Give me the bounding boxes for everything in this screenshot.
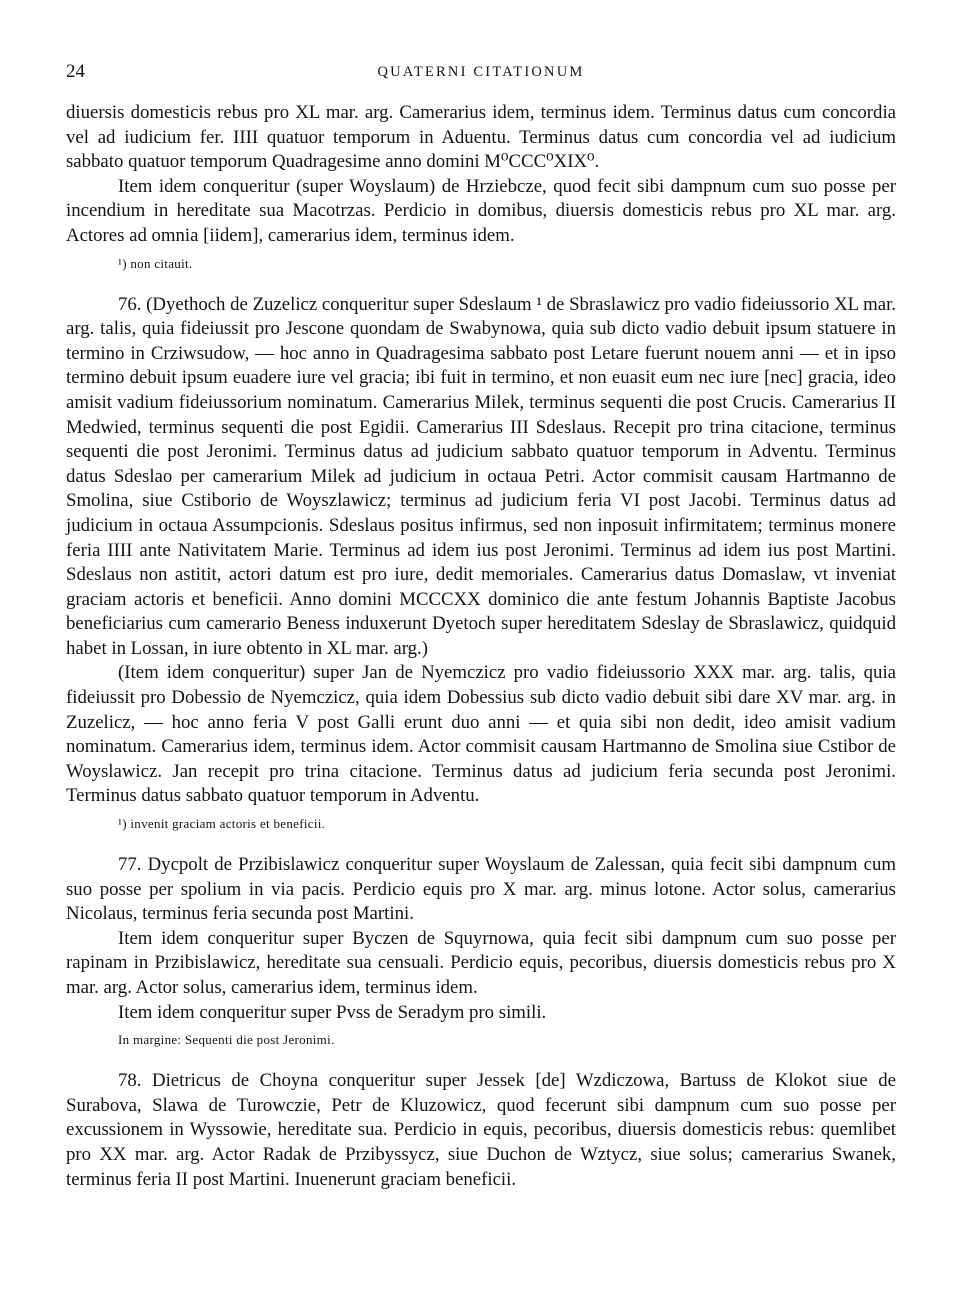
paragraph-item-idem: Item idem conqueritur super Byczen de Squyrnowa, quia fecit sibi dampnum cum suo posse per rapinam in Przibislawicz, hereditate sua censuali. Perdicio equis, pecoribus, diuersis domesticis rebus pro X mar. arg. Actor solus, camerarius idem, terminus idem. — [66, 927, 896, 998]
page-number: 24 — [66, 61, 85, 82]
entry-76: 76. (Dyethoch de Zuzelicz conqueritur super Sdeslaum ¹ de Sbraslawicz pro vadio fideiussorio XL mar. arg. talis, quia fideiussit pro Jescone quondam de Swabynowa, quia sub dicto vadio debuit ipsum statuere in termino in Crziwsudow, — hoc anno in Quadragesima sabbato post Letare fuerunt nouem anni — et in ipso termino debuit ipsum euadere iure vel gracia; ibi fuit in termino, et non euasit eum nec iure [nec] gracia, ideo amisit vadium fideiussorium nominatum. Camerarius Milek, terminus sequenti die post Crucis. Camerarius II Medwied, terminus sequenti die post Egidii. Camerarius III Sdeslaus. Recepit pro trina citacione, terminus sequenti die post Jeronimi. Terminus datus ad judicium sabbato quatuor temporum in Adventu. Terminus datus Sdeslao per camerarium Milek ad judicium in octaua Petri. Actor commisit causam Hartmanno de Smolina, siue Cstiborio de Woyszlawicz; terminus ad judicium feria VI post Jacobi. Terminus datus ad judicium in octaua Assumpcionis. Sdeslaus positus infirmus, sed non inposuit infirmitatem; terminus monere feria IIII ante Nativitatem Marie. Terminus ad idem ius post Jeronimi. Terminus ad idem ius post Martini. Sdeslaus non astitit, actori datum est pro iure, dedit memoriales. Camerarius datus Domaslaw, vt inveniat graciam actoris et beneficii. Anno domini MCCCXX dominico die ante festum Johannis Baptiste Jacobus beneficiarius cum camerario Beness induxerunt Dyetoch super hereditatem Sdeslay de Sbraslawicz, quidquid habet in Lossan, in iure obtento in XL mar. arg.) — [66, 293, 896, 659]
running-title: QUATERNI CITATIONUM — [377, 64, 585, 80]
entry-77: 77. Dycpolt de Przibislawicz conqueritur super Woyslaum de Zalessan, quia fecit sibi dampnum cum suo posse per spolium in via pacis. Perdicio equis pro X mar. arg. minus lotone. Actor solus, camerarius Nicolaus, terminus feria secunda post Martini. — [66, 854, 896, 925]
paragraph-item-idem: Item idem conqueritur super Pvss de Seradym pro simili. — [118, 1001, 547, 1023]
footnote: ¹) invenit graciam actoris et beneficii. — [118, 816, 326, 832]
paragraph-item-idem: (Item idem conqueritur) super Jan de Nyemczicz pro vadio fideiussorio XXX mar. arg. talis, quia fideiussit pro Dobessio de Nyemczicz, quia idem Dobessius sub dicto vadio debuit sibi dare XV mar. arg. in Zuzelicz, — hoc anno feria V post Galli erunt duo anni — et quia sibi non dedit, ideo amisit vadium nominatum. Camerarius idem, terminus idem. Actor commisit causam Hartmanno de Smolina siue Cstibor de Woyslawicz. Jan recepit pro trina citacione. Terminus datus ad judicium feria secunda post Jeronimi. Terminus datus sabbato quatuor temporum in Adventu. — [66, 662, 896, 807]
paragraph-item-idem: Item idem conqueritur (super Woyslaum) de Hrziebcze, quod fecit sibi dampnum cum suo posse per incendium in hereditate sua Macotrzas. Perdicio in domibus, diuersis domesticis rebus pro XL mar. arg. Actores ad omnia [iidem], camerarius idem, terminus idem. — [66, 175, 896, 246]
margin-note: In margine: Sequenti die post Jeronimi. — [118, 1032, 335, 1048]
footnote: ¹) non citauit. — [118, 255, 193, 271]
running-head — [66, 60, 896, 84]
entry-78: 78. Dietricus de Choyna conqueritur super Jessek [de] Wzdiczowa, Bartuss de Klokot siue de Surabova, Slawa de Turowczie, Petr de Kluzowicz, quod fecerunt sibi dampnum cum suo posse per excussionem in Wyssowie, hereditate sua. Perdicio in equis, pecoribus, diuersis domesticis rebus: quemlibet pro XX mar. arg. Actor Radak de Przibyssycz, siue Duchon de Wztycz, siue solus; camerarius Swanek, terminus feria II post Martini. Inuenerunt graciam beneficii. — [66, 1070, 896, 1190]
paragraph-continuation: diuersis domesticis rebus pro XL mar. arg. Camerarius idem, terminus idem. Terminus datus cum concordia vel ad iudicium fer. IIII quatuor temporum in Aduentu. Terminus datus cum concordia vel ad iudicium sabbato quatuor temporum Quadragesime anno domini M⁰CCC⁰XIX⁰. — [66, 102, 896, 173]
body-text — [66, 101, 896, 1192]
